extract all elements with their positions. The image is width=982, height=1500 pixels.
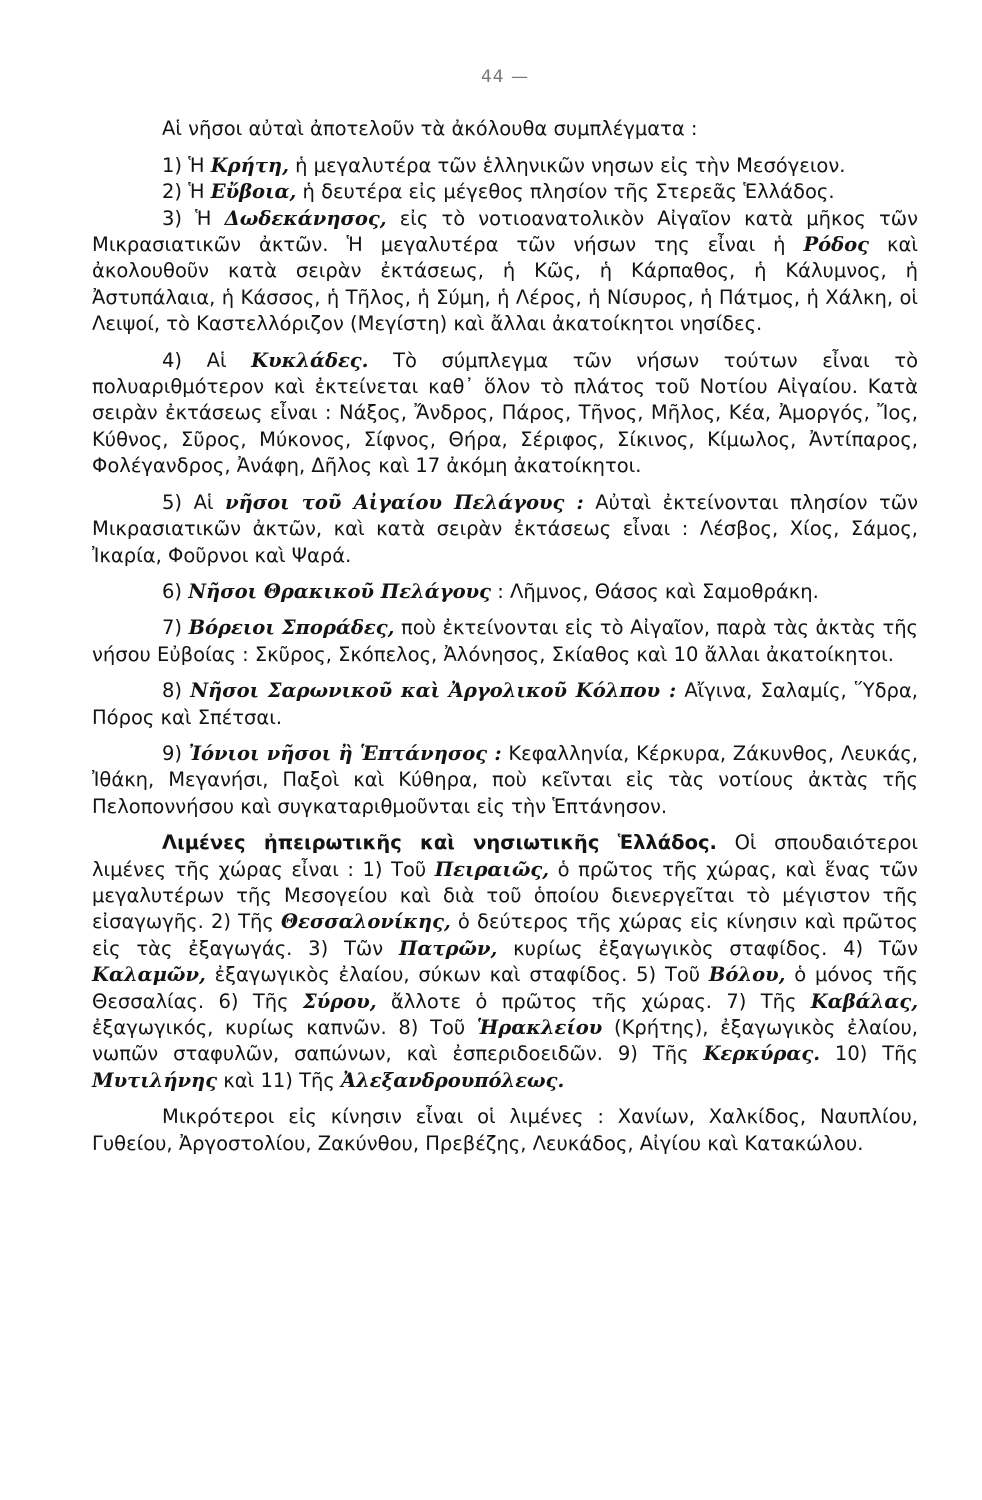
ports-text: Οἱ σπουδαιότεροι λιμένες τῆς χώρας εἶναι : 1) Τοῦ [92,831,918,881]
item-title: Κυκλάδες. [251,348,369,372]
item-number: 9) [162,741,183,765]
ports-text: ὁ πρῶτος τῆς χώρας, καὶ ἕνας τῶν μεγαλυτέρων τῆς Μεσογείου καὶ διὰ τοῦ ὁποίου διενεργεῖται τὸ μέγιστον τῆς εἰσαγωγῆς. 2) Τῆς [92,857,918,934]
minor-ports-paragraph: Μικρότεροι εἰς κίνησιν εἶναι οἱ λιμένες : Χανίων, Χαλκίδος, Ναυπλίου, Γυθείου, Ἀργοστολίου, Ζακύνθου, Πρεβέζης, Λευκάδος, Αἰγίου καὶ Κατακώλου. [92,1105,918,1155]
port-name: Ἀλεξανδρουπόλεως. [340,1068,565,1092]
item-title: Νῆσοι Θρακικοῦ Πελάγους [188,579,492,603]
page-number: 44 — [480,67,530,87]
item-number: 1) Ἡ [162,153,205,177]
list-item-8 [92,678,918,731]
port-name: Θεσσαλονίκης, [281,910,451,934]
item-text: ἡ δευτέρα εἰς μέγεθος πλησίον τῆς Στερεᾶς Ἑλλάδος. [296,180,835,204]
document-page [92,64,918,1484]
item-number: 3) Ἡ [162,206,212,230]
item-number: 5) Αἱ [162,490,214,514]
list-item-4 [92,348,918,480]
port-name: Ἡρακλείου [476,1016,603,1039]
list-item-5 [92,490,918,569]
ports-text: ἐξαγωγικός, κυρίως καπνῶν. 8) Τοῦ [92,1016,477,1039]
item-text: ποὺ ἐκτείνονται εἰς τὸ Αἰγαῖον, παρὰ τὰς ἀκτὰς τῆς νήσου Εὐβοίας : Σκῦρος, Σκόπελος, Ἀλόνησος, Σκίαθος καὶ 10 ἄλλαι ἀκατοίκητοι. [92,616,919,666]
item-title: Βόρειοι Σποράδες, [188,616,395,640]
port-name: Πατρῶν, [398,936,498,960]
item-text-continued: καὶ ἀκολουθοῦν κατὰ σειρὰν ἐκτάσεως, ἡ Κῶς, ἡ Κάρπαθος, ἡ Κάλυμνος, ἡ Ἀστυπάλαια, ἡ Κάσσος, ἡ Τῆλος, ἡ Σύμη, ἡ Λέρος, ἡ Νίσυρος, ἡ Πάτμος, ἡ Χάλκη, οἱ Λειψοί, τὸ Καστελλόριζον (Μεγίστη) καὶ ἄλλαι ἀκατοίκητοι νησίδες. [92,233,918,336]
list-item-6 [92,579,918,605]
item-text: Αὐταὶ ἐκτείνονται πλησίον τῶν Μικρασιατικῶν ἀκτῶν, καὶ κατὰ σειρὰν ἐκτάσεως εἶναι : Λέσβος, Χίος, Σάμος, Ἰκαρία, Φοῦρνοι καὶ Ψαρά. [92,490,918,567]
item-title: Νῆσοι Σαρωνικοῦ καὶ Ἀργολικοῦ Κόλπου : [190,679,677,703]
ports-text: 10) Τῆς [820,1042,918,1066]
item-title: Κρήτη, [210,153,289,177]
item-text: Κεφαλληνία, Κέρκυρα, Ζάκυνθος, Λευκάς, Ἰθάκη, Μεγανήσι, Παξοὶ καὶ Κύθηρα, ποὺ κεῖνται εἰς τὰς νοτίους ἀκτὰς τῆς Πελοποννήσου καὶ συγκαταριθμοῦνται εἰς τὴν Ἑπτάνησον. [92,741,918,818]
port-name: Βόλου, [708,963,786,987]
item-text: εἰς τὸ νοτιοανατολικὸν Αἰγαῖον κατὰ μῆκος τῶν Μικρασιατικῶν ἀκτῶν. Ἡ μεγαλυτέρα τῶν νήσων της εἶναι ἡ [92,206,918,257]
item-number: 7) [162,616,183,640]
list-item-9 [92,741,918,820]
list-item-3 [92,206,918,338]
ports-text: ἐξαγωγικὸς ἐλαίου, σύκων καὶ σταφίδος. 5) Τοῦ [205,963,709,987]
ports-text: ἄλλοτε ὁ πρῶτος τῆς χώρας. 7) Τῆς [376,989,811,1013]
item-number: 8) [162,679,183,703]
item-title: Ἰόνιοι νῆσοι ἢ Ἑπτάνησος : [188,741,502,765]
ports-text: καὶ 11) Τῆς [217,1068,341,1092]
item-text: Τὸ σύμπλεγμα τῶν νήσων τούτων εἶναι τὸ πολυαριθμότερον καὶ ἐκτείνεται καθ᾽ ὅλον τὸ πλάτος τοῦ Νοτίου Αἰγαίου. Κατὰ σειρὰν ἐκτάσεως εἶναι : Νάξος, Ἄνδρος, Πάρος, Τῆνος, Μῆλος, Κέα, Ἀμοργός, Ἴος, Κύθνος, Σῦρος, Μύκονος, Σίφνος, Θήρα, Σέριφος, Σίκινος, Κίμωλος, Ἀντίπαρος, Φολέγανδρος, Ἀνάφη, Δῆλος καὶ 17 ἀκόμη ἀκατοίκητοι. [92,348,919,478]
list-item-1 [92,153,918,179]
ports-heading: Λιμένες ἠπειρωτικῆς καὶ νησιωτικῆς Ἑλλάδος. [162,831,717,855]
item-title: Δωδεκάνησος, [224,206,387,230]
port-name: Καλαμῶν, [92,963,206,987]
item-number: 4) Αἱ [162,348,227,372]
item-text: ἡ μεγαλυτέρα τῶν ἑλληνικῶν νησων εἰς τὴν Μεσόγειον. [288,153,846,177]
list-item-7 [92,615,918,668]
ports-text: κυρίως ἐξαγωγικὸς σταφίδος. 4) Τῶν [497,936,919,960]
item-title: Εὔβοια, [210,180,297,204]
port-name: Πειραιῶς, [434,857,550,881]
item-highlight: Ρόδος [803,233,870,257]
item-text: Αἴγινα, Σαλαμίς, Ὕδρα, Πόρος καὶ Σπέτσαι. [92,679,918,729]
item-title: νῆσοι τοῦ Αἰγαίου Πελάγους : [225,490,584,514]
ports-text: ὁ δεύτερος τῆς χώρας εἰς κίνησιν καὶ πρῶτος εἰς τὰς ἐξαγωγάς. 3) Τῶν [92,910,919,960]
intro-paragraph: Αἱ νῆσοι αὐταὶ ἀποτελοῦν τὰ ἀκόλουθα συμπλέγματα : [162,117,698,141]
ports-text: ὁ μόνος τῆς Θεσσαλίας. 6) Τῆς [92,963,918,1013]
item-text: : Λῆμνος, Θάσος καὶ Σαμοθράκη. [491,579,819,603]
ports-paragraph [92,830,918,1094]
port-name: Σύρου, [302,989,377,1013]
port-name: Μυτιλήνης [92,1068,218,1092]
item-number: 6) [162,579,183,603]
port-name: Καβάλας, [810,989,919,1013]
ports-text: (Κρήτης), ἐξαγωγικὸς ἐλαίου, νωπῶν σταφυλῶν, σαπώνων, καὶ ἐσπεριδοειδῶν. 9) Τῆς [92,1016,918,1066]
port-name: Κερκύρας. [703,1042,821,1066]
item-number: 2) Ἡ [162,180,205,204]
list-item-2 [92,179,918,205]
